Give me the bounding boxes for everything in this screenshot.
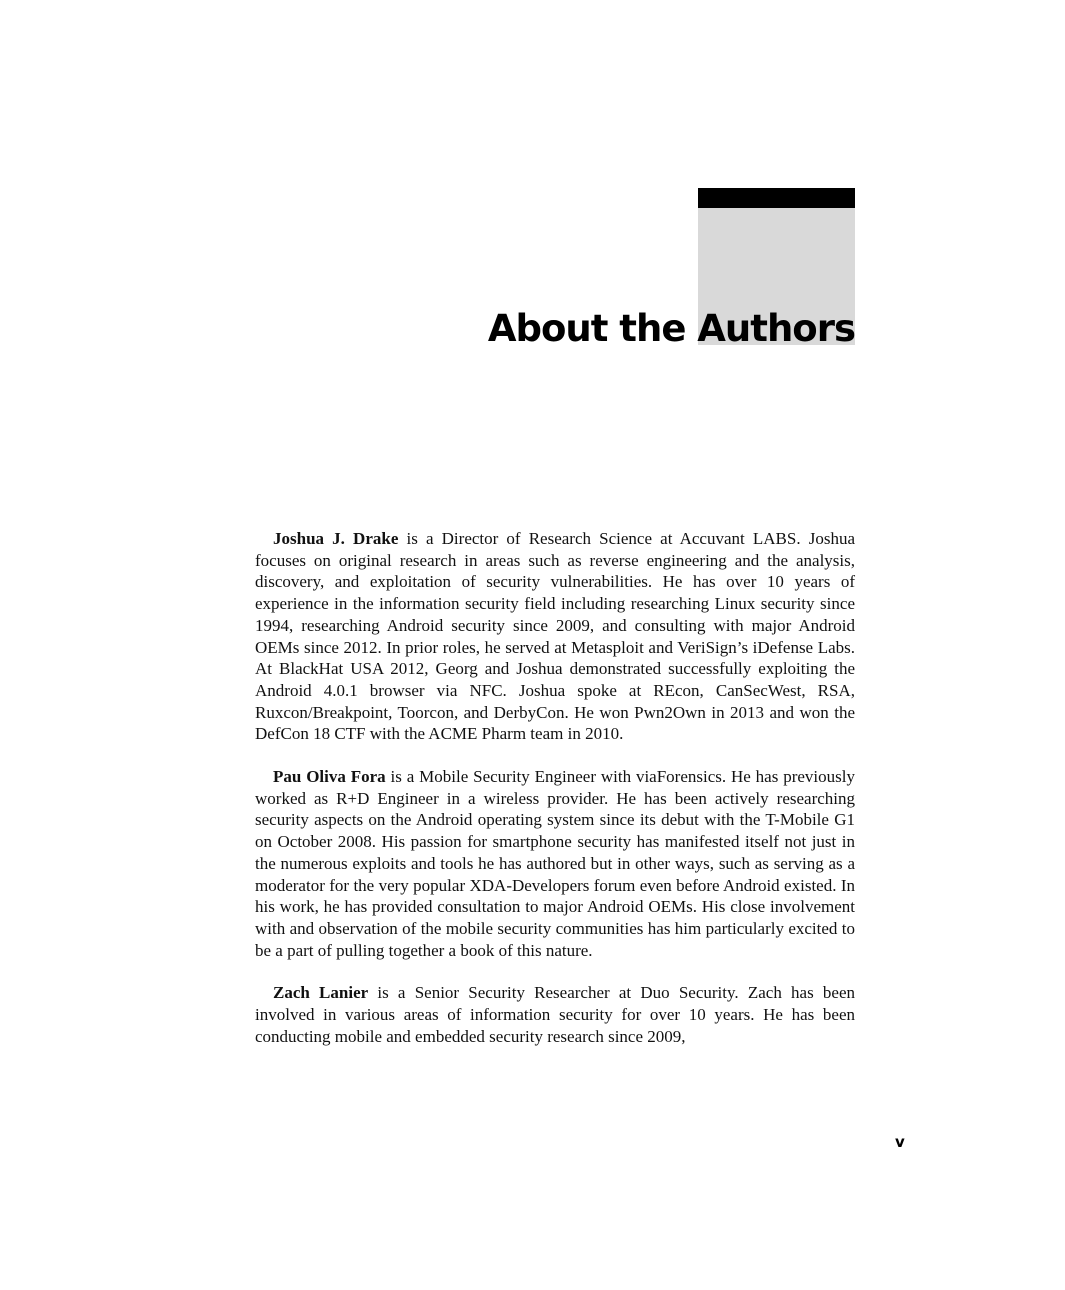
author-bio-text: is a Senior Security Researcher at Duo Security. Zach has been involved in various areas of information security for over 10 years. He has been conducting mobile and embedded security research since 2009,: [255, 983, 856, 1046]
page-number: v: [895, 1133, 905, 1151]
author-bio-text: is a Director of Research Science at Accuvant LABS. Joshua focuses on original research in areas such as reverse engineering and the analysis, discovery, and exploitation of security vulnerabilities. He has over 10 years of experience in the information security field including researching Linux security since 1994, researching Android security since 2009, and consulting with major Android OEMs since 2012. In prior roles, he served at Metasploit and VeriSign’s iDefense Labs. At BlackHat USA 2012, Georg and Joshua demonstrated successfully exploiting the Android 4.0.1 browser via NFC. Joshua spoke at REcon, CanSecWest, RSA, Ruxcon/Breakpoint, Toorcon, and DerbyCon. He won Pwn2Own in 2013 and won the DefCon 18 CTF with the ACME Pharm team in 2010.: [255, 529, 855, 744]
author-bio-fora: [255, 766, 855, 961]
chapter-title: About the Authors: [487, 307, 855, 350]
author-name: Pau Oliva Fora: [273, 767, 386, 787]
author-bio-lanier: [255, 982, 855, 1047]
author-bio-text: is a Mobile Security Engineer with viaForensics. He has previously worked as R+D Engineer in a wireless provider. He has been actively researching security aspects on the Android operating system since its debut with the T-Mobile G1 on October 2008. His passion for smartphone security has manifested itself not just in the numerous exploits and tools he has authored but in other ways, such as serving as a moderator for the very popular XDA-Developers forum even before Android existed. In his work, he has provided consultation to major Android OEMs. His close involvement with and observation of the mobile security communities has him particularly excited to be a part of pulling together a book of this nature.: [255, 767, 855, 960]
author-name: Zach Lanier: [273, 983, 369, 1003]
author-bio-drake: [255, 528, 855, 745]
chapter-header-bar: [698, 188, 855, 208]
author-bios: [255, 528, 855, 1068]
author-name: Joshua J. Drake: [273, 529, 399, 548]
